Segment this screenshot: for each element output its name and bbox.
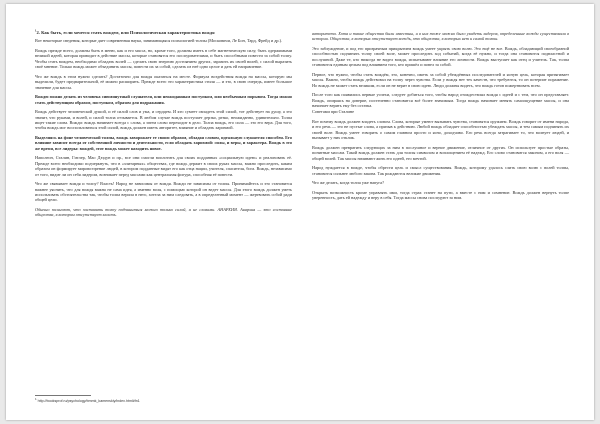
- footnote-link[interactable]: http://booksprof.ru/psychology/bmmk_kamenskiy/index.html#fn1: [37, 399, 140, 404]
- paragraph: Первое, что нужно, чтобы стать вождём, это, конечно, иметь за собой убеждённых последователей и ясную цель, которая притягивает массы. Важно, чтобы вождь действовал на толпу через чувства. Если у вождя нет тех качеств, что требуются, то он потерпит поражение. Но вождь не может стать великим, если он не верит в свою идею. Люди должны видеть, что вождь готов пожертвовать всем.: [312, 71, 569, 88]
- document-page: [6, 4, 594, 420]
- section-heading: [35, 30, 292, 35]
- signature-line: Советами при Сталине: [312, 109, 355, 115]
- paragraph: Что же вождь в этом нужно сделать? Достаточно для вождя оказаться на месте. Формула воздействия вождя на массы, которую мы выделили, будет предварительной, её можно расширить. Прежде всего это характеристика стиля — и это, в свою очередь, имеет большое значение для массы.: [35, 73, 292, 90]
- heading-text: 2. Как быть, если хочется стать вождем, или Психологическая характеристика вождя: [36, 30, 215, 35]
- footnote-number: 1: [35, 397, 37, 401]
- paragraph: Вот некоторые сведения, которые дает современная наука, занимающаяся психологией толпы (Московичи, Ле Бон, Тард, Фрейд и др.).: [35, 38, 283, 44]
- paragraph: Вождь должен превратить следующих за ним в послушное и верное движение, отличное от других. Он использует простые образы, понятные массам. Такой вождь должен стать для толпы символом и воплощением её надежд. Его слово становится законом, а его воля — общей волей. Так массы начинают жить его идеей, его мечтой.: [312, 144, 569, 161]
- italic-paragraph: Обычно полагают, что заставить толпу подчиниться можно только силой, а не словами. АНАРХИЯ. Анархия — это состояние общества, в котором отсутствует власть.: [35, 207, 292, 218]
- bold-paragraph: Вождю можно делать из человека сиюминутный слушателя, или неожиданным поступком, или необычным порывом. Тогда можно стать действующим образом, поступком, образом для подражания.: [35, 94, 292, 105]
- paragraph: После того как появились первые успехи, следует добиться того, чтобы народ отождествлял вождя с идеей и с тем, что он представляет. Вождь, опираясь на доверие, постепенно становится всё более значимым. Тогда вождь начинает менять самоощущение массы, и она начинает верить ему без остатка.: [312, 92, 569, 109]
- paragraph: Что же связывает вождя и толпу? Власть! Народ не зависимы от вождя. Вожди не зависимы от толпы. Принимайтесь и это становится важнее уяснить, что для вождя важна не сама идея, а именно воля, с помощью которой он ведет массы. Для этого вождь должен уметь использовать обстоятельства так, чтобы толпа верила в него, хотела за ним следовать, а в определенный момент — жертвовать собой ради общей цели.: [35, 181, 292, 203]
- paragraph: Вождь действует человеческой душой, и её силой слов и ума, и сердцем. И кто сумеет овладеть этой силой, тот действует на душу, а это значит, что руками, и волей, и силой толпа отзывается. В любом случае вождь поступает дерзко, резко, неожиданно, удивительно. Толпа ищет такие слова. Вожди: вождь начинает всегда с слова, а затем слово переходит в дело. Толпа вождь, его сила — это его вера. Для того, чтобы вождь мог воспользоваться этой силой, вождь должен иметь авторитет, влияние и обладать харизмой.: [35, 109, 292, 131]
- paragraph: Народ нуждается в вожде, чтобы обрести цель и смысл существования. Вождь, которому удалось слить свою волю с волей толпы, становится сильнее любого закона. Так рождаются великие движения.: [312, 165, 569, 176]
- right-column: [312, 31, 569, 205]
- footnote: [35, 399, 292, 404]
- left-column: [35, 30, 292, 222]
- bold-paragraph: Выделяясь на фоне человеческой толпы, вождь заворожает ее своим образом, обладая словом, идеальную слушателя способен. Его влияние зависит всегда от собственной личности и деятельности, если обладать харизмой: силы, и веры, и характера. Вождь в это же время, все лидеры: вождей, этот вождь может находить новое.: [35, 135, 292, 151]
- question-line: Что же делать, когда толпа уже напуга?: [312, 180, 384, 186]
- footnote-divider: [35, 395, 91, 396]
- paragraph: Вот почему вождь должен владеть словом. Слова, которые умеют вызывать чувства, становятся оружием. Вождь говорит от имени народа, и его речь — это не пустые слова, а призыв к действию. Любой вождь обладает способностью убеждать массы, и тем самым подчинять их своей воле. Вождь умеет говорить о самом главном просто и ясно, доходчиво. Его речь всегда затрагивает то, что волнует людей, и вызывает у них отклик.: [312, 119, 569, 141]
- paragraph: Это заблуждение, и под его призрачным прикрытием вождь умеет укрыть свою волю. Это ещё не все. Вождь, обладающий своеобразной способностью подчинять толпу своей воле, может проследить ход событий, когда её нужно, и тогда она становится подвластной и послушной. Даже те, кто никогда не видел вождя, испытывают влияние его личности. Вождь выступает как отец и учитель. Так, толпа становится единым целым под влиянием того, кто пришёл и повел за собой.: [312, 46, 569, 68]
- footnote-marker: 1: [35, 28, 37, 33]
- paragraph: Наполеон, Сталин, Гитлер, Мао Дзэдун и пр., все они смогли воплотить для своих подданных «социальную идею» и реализовать её. Прежде всего необходимо подчеркнуть, что в «элитарных» обществах, где вождь держит в своих руках массы, важно проследить, каким образом он формирует мировоззрение людей, в котором подданные видят его как отца нации, учителя, спасителя, бога. Вождь, независимо от того, видит ли он себя лидером, возникает перед массами как центральная фигура, способная её повести.: [35, 155, 292, 177]
- paragraph: Открыть возможность кроме управлять ими, тогда страх станет на пути, а вместе с ним и сомнение. Вождь должен вернуть толпе уверенность, дать ей надежду и веру в себя. Тогда массы снова последуют за ним.: [312, 189, 569, 201]
- italic-paragraph: авторитета. Хотя и такие общества были известны, и в них тоже можно было увидеть лидеров, определенные вожди существовали в истории. Общества, в которых отсутствует вождь, это общества, в которых нет и самой толпы.: [312, 31, 569, 42]
- paragraph: Вождь прежде всего, должны быть в меню, как и его масса, но, кроме того, должны иметь в себе магнетическую силу, быть одержимыми великой идеей, которая приводит в действие массы, которые становятся его последователями, и быть способными повести за собой толпу. Чтобы стать вождем, необходимо обладать волей — сделать свою энергию достоянием других, заразить их своей волей, с силой выразить своё мнение. Только вождь может объединить массы, повести их за собой, сделать из неё одно целое и дать ей направление.: [35, 48, 292, 70]
